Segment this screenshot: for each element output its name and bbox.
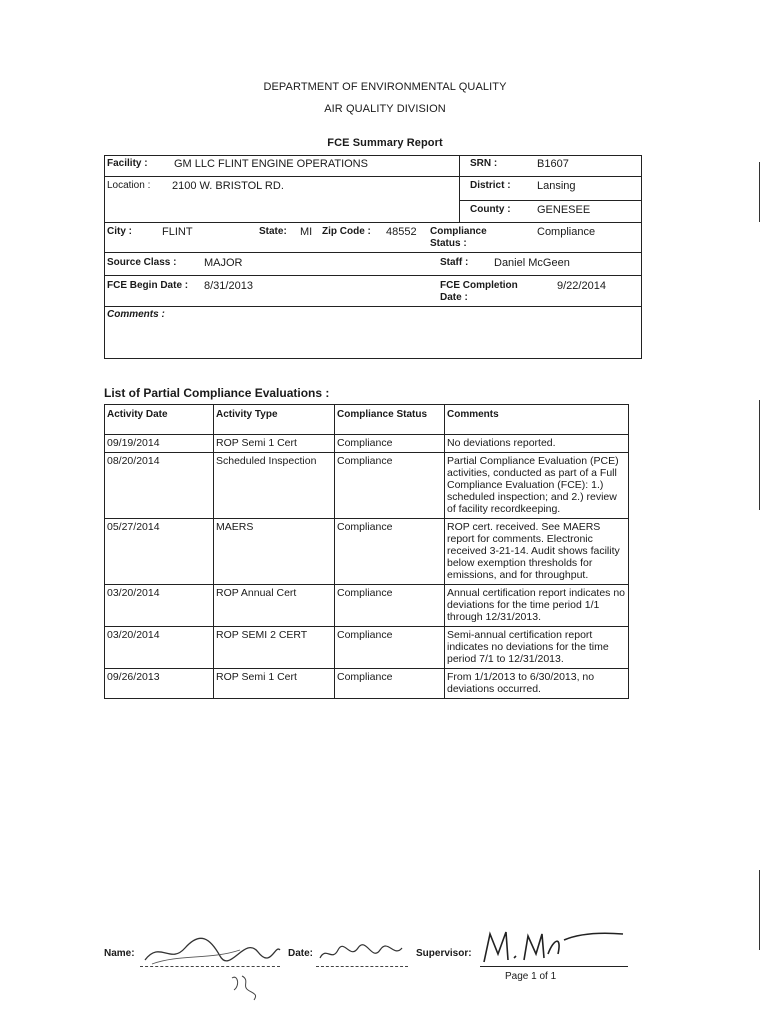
summary-rule — [104, 222, 641, 223]
activity-type: ROP SEMI 2 CERT — [214, 627, 335, 669]
col-activity-type: Activity Type — [214, 405, 335, 435]
scan-edge-mark — [759, 400, 760, 510]
name-line — [140, 966, 280, 967]
comments: No deviations reported. — [445, 435, 629, 453]
compliance-status-value: Compliance — [537, 226, 596, 238]
district-label: District : — [470, 180, 511, 191]
fce-completion-label: FCE Completion — [440, 280, 518, 291]
comments: From 1/1/2013 to 6/30/2013, no deviations occurred. — [445, 669, 629, 699]
activity-date: 03/20/2014 — [105, 585, 214, 627]
activity-date: 09/19/2014 — [105, 435, 214, 453]
name-signature-icon — [140, 930, 285, 970]
zip-label: Zip Code : — [322, 226, 371, 237]
fce-completion-value: 9/22/2014 — [557, 280, 606, 292]
department-heading: DEPARTMENT OF ENVIRONMENTAL QUALITY — [263, 81, 507, 93]
source-class-value: MAJOR — [204, 257, 243, 269]
compliance-status: Compliance — [335, 627, 445, 669]
table-row — [105, 669, 629, 699]
source-class-label: Source Class : — [107, 257, 177, 268]
summary-rule — [459, 200, 641, 201]
staff-label: Staff : — [440, 257, 469, 268]
city-value: FLINT — [162, 226, 193, 238]
name-label: Name: — [104, 948, 135, 959]
table-row — [105, 453, 629, 519]
table-row — [105, 585, 629, 627]
srn-value: B1607 — [537, 158, 569, 170]
city-label: City : — [107, 226, 132, 237]
activity-type: MAERS — [214, 519, 335, 585]
county-value: GENESEE — [537, 204, 591, 216]
comments: Semi-annual certification report indicates no deviations for the time period 7/1 to 12/31/2013. — [445, 627, 629, 669]
col-activity-date: Activity Date — [105, 405, 214, 435]
page-number: Page 1 of 1 — [505, 971, 557, 982]
comments-label: Comments : — [107, 309, 165, 320]
fce-completion-label-2: Date : — [440, 292, 468, 303]
activity-date: 03/20/2014 — [105, 627, 214, 669]
srn-label: SRN : — [470, 158, 498, 169]
pce-table — [104, 404, 629, 699]
activity-date: 09/26/2013 — [105, 669, 214, 699]
county-label: County : — [470, 204, 511, 215]
pce-section-title: List of Partial Compliance Evaluations : — [104, 386, 330, 400]
compliance-status-label-2: Status : — [430, 238, 467, 249]
activity-type: Scheduled Inspection — [214, 453, 335, 519]
compliance-status-label: Compliance — [430, 226, 487, 237]
date-signature-icon — [316, 938, 406, 968]
activity-type: ROP Semi 1 Cert — [214, 669, 335, 699]
supervisor-label: Supervisor: — [416, 948, 472, 959]
location-value: 2100 W. BRISTOL RD. — [172, 180, 284, 192]
activity-type: ROP Semi 1 Cert — [214, 435, 335, 453]
supervisor-signature-icon — [478, 924, 628, 968]
table-row — [105, 435, 629, 453]
summary-rule — [104, 176, 641, 177]
compliance-status: Compliance — [335, 585, 445, 627]
compliance-status: Compliance — [335, 519, 445, 585]
comments: Annual certification report indicates no deviations for the time period 1/1 through 12/31/2013. — [445, 585, 629, 627]
col-comments: Comments — [445, 405, 629, 435]
location-label: Location : — [107, 180, 151, 191]
date-line — [316, 966, 408, 967]
supervisor-line — [480, 966, 628, 967]
comments: Partial Compliance Evaluation (PCE) activities, conducted as part of a Full Compliance Evaluation (FCE): 1.) scheduled inspection; and 2.) review of facility recordkeeping. — [445, 453, 629, 519]
facility-label: Facility : — [107, 158, 148, 169]
state-value: MI — [300, 226, 313, 238]
state-label: State: — [259, 226, 287, 237]
compliance-status: Compliance — [335, 435, 445, 453]
scan-edge-mark — [759, 870, 760, 950]
fce-begin-label: FCE Begin Date : — [107, 280, 189, 291]
summary-rule — [104, 306, 641, 307]
compliance-status: Compliance — [335, 669, 445, 699]
summary-rule — [104, 252, 641, 253]
comments: ROP cert. received. See MAERS report for comments. Electronic received 3-21-14. Audit shows facility below exemption thresholds for emissions, and for throughput. — [445, 519, 629, 585]
compliance-status: Compliance — [335, 453, 445, 519]
col-compliance-status: Compliance Status — [335, 405, 445, 435]
activity-type: ROP Annual Cert — [214, 585, 335, 627]
table-row — [105, 627, 629, 669]
table-row — [105, 519, 629, 585]
zip-value: 48552 — [386, 226, 417, 238]
activity-date: 05/27/2014 — [105, 519, 214, 585]
fce-begin-value: 8/31/2013 — [204, 280, 253, 292]
district-value: Lansing — [537, 180, 576, 192]
initials-scribble-icon — [228, 972, 268, 1006]
staff-value: Daniel McGeen — [494, 257, 570, 269]
facility-value: GM LLC FLINT ENGINE OPERATIONS — [174, 158, 368, 170]
scan-edge-mark — [759, 162, 760, 222]
report-title: FCE Summary Report — [327, 137, 443, 149]
activity-date: 08/20/2014 — [105, 453, 214, 519]
summary-divider — [459, 155, 460, 222]
date-label: Date: — [288, 948, 314, 959]
summary-rule — [104, 275, 641, 276]
division-heading: AIR QUALITY DIVISION — [324, 103, 446, 115]
pce-header-row — [105, 405, 629, 435]
